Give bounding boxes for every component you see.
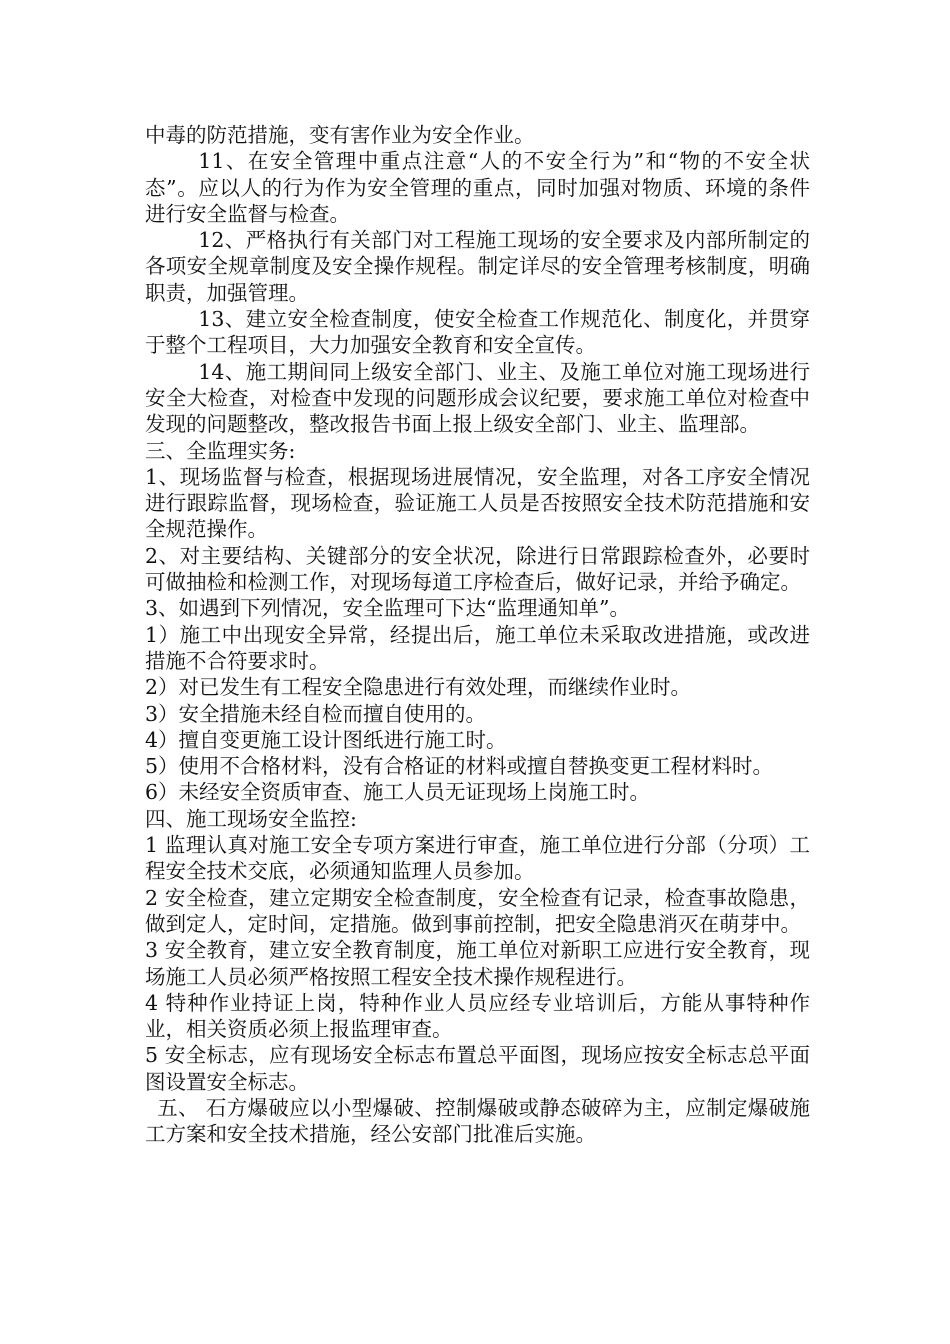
list-item-4: 4）擅自变更施工设计图纸进行施工时。 [145, 727, 507, 752]
section-heading-3: 三、全监理实务: [145, 438, 296, 463]
paragraph-practice-1: 1、现场监督与检查，根据现场进展情况，安全监理，对各工序安全情况进行跟踪监督，现场检查，验证施工人员是否按照安全技术防范措施和安全规范操作。 [145, 464, 810, 542]
paragraph-practice-2: 2、对主要结构、关键部分的安全状况，除进行日常跟踪检查外，必要时可做抽检和检测工作，对现场每道工序检查后，做好记录，并给予确定。 [145, 543, 810, 595]
paragraph-item-14: 14、施工期间同上级安全部门、业主、及施工单位对施工现场进行安全大检查，对检查中发现的问题形成会议纪要，要求施工单位对检查中发现的问题整改，整改报告书面上报上级安全部门、业主、监理部。 [145, 359, 810, 437]
paragraph-item-11: 11、在安全管理中重点注意“人的不安全行为”和“物的不安全状态”。应以人的行为作为安全管理的重点，同时加强对物质、环境的条件进行安全监督与检查。 [145, 149, 810, 226]
paragraph-item-13: 13、建立安全检查制度，使安全检查工作规范化、制度化，并贯穿于整个工程项目，大力加强安全教育和安全宣传。 [145, 307, 810, 358]
paragraph-control-5: 5 安全标志，应有现场安全标志布置总平面图，现场应按安全标志总平面图设置安全标志。 [145, 1043, 810, 1094]
paragraph-control-4: 4 特种作业持证上岗，特种作业人员应经专业培训后，方能从事特种作业，相关资质必须上报监理审查。 [145, 990, 810, 1042]
section-heading-4: 四、施工现场安全监控: [145, 806, 357, 831]
paragraph-control-2: 2 安全检查，建立定期安全检查制度，安全检查有记录，检查事故隐患，做到定人，定时间，定措施。做到事前控制，把安全隐患消灭在萌芽中。 [145, 885, 810, 936]
section-heading-5: 五、 石方爆破应以小型爆破、控制爆破或静态破碎为主，应制定爆破施工方案和安全技术措施，经公安部门批准后实施。 [145, 1095, 810, 1147]
list-item-3: 3）安全措施未经自检而擅自使用的。 [145, 701, 487, 726]
paragraph-control-3: 3 安全教育，建立安全教育制度，施工单位对新职工应进行安全教育，现场施工人员必须严格按照工程安全技术操作规程进行。 [145, 938, 810, 989]
list-item-2: 2）对已发生有工程安全隐患进行有效处理，而继续作业时。 [145, 675, 692, 700]
list-item-1: 1）施工中出现安全异常，经提出后，施工单位未采取改进措施，或改进措施不合符要求时。 [145, 622, 810, 673]
list-item-5: 5）使用不合格材料，没有合格证的材料或擅自替换变更工程材料时。 [145, 754, 774, 779]
paragraph-continuation: 中毒的防范措施，变有害作业为安全作业。 [145, 123, 535, 147]
paragraph-item-12: 12、严格执行有关部门对工程施工现场的安全要求及内部所制定的各项安全规章制度及安全操作规程。制定详尽的安全管理考核制度，明确职责，加强管理。 [145, 228, 810, 305]
paragraph-control-1: 1 监理认真对施工安全专项方案进行审查，施工单位进行分部（分项）工程安全技术交底，必须通知监理人员参加。 [145, 833, 810, 884]
document-body [145, 122, 810, 1148]
list-item-6: 6）未经安全资质审查、施工人员无证现场上岗施工时。 [145, 780, 651, 805]
paragraph-practice-3: 3、如遇到下列情况，安全监理可下达“监理通知单”。 [145, 596, 631, 621]
